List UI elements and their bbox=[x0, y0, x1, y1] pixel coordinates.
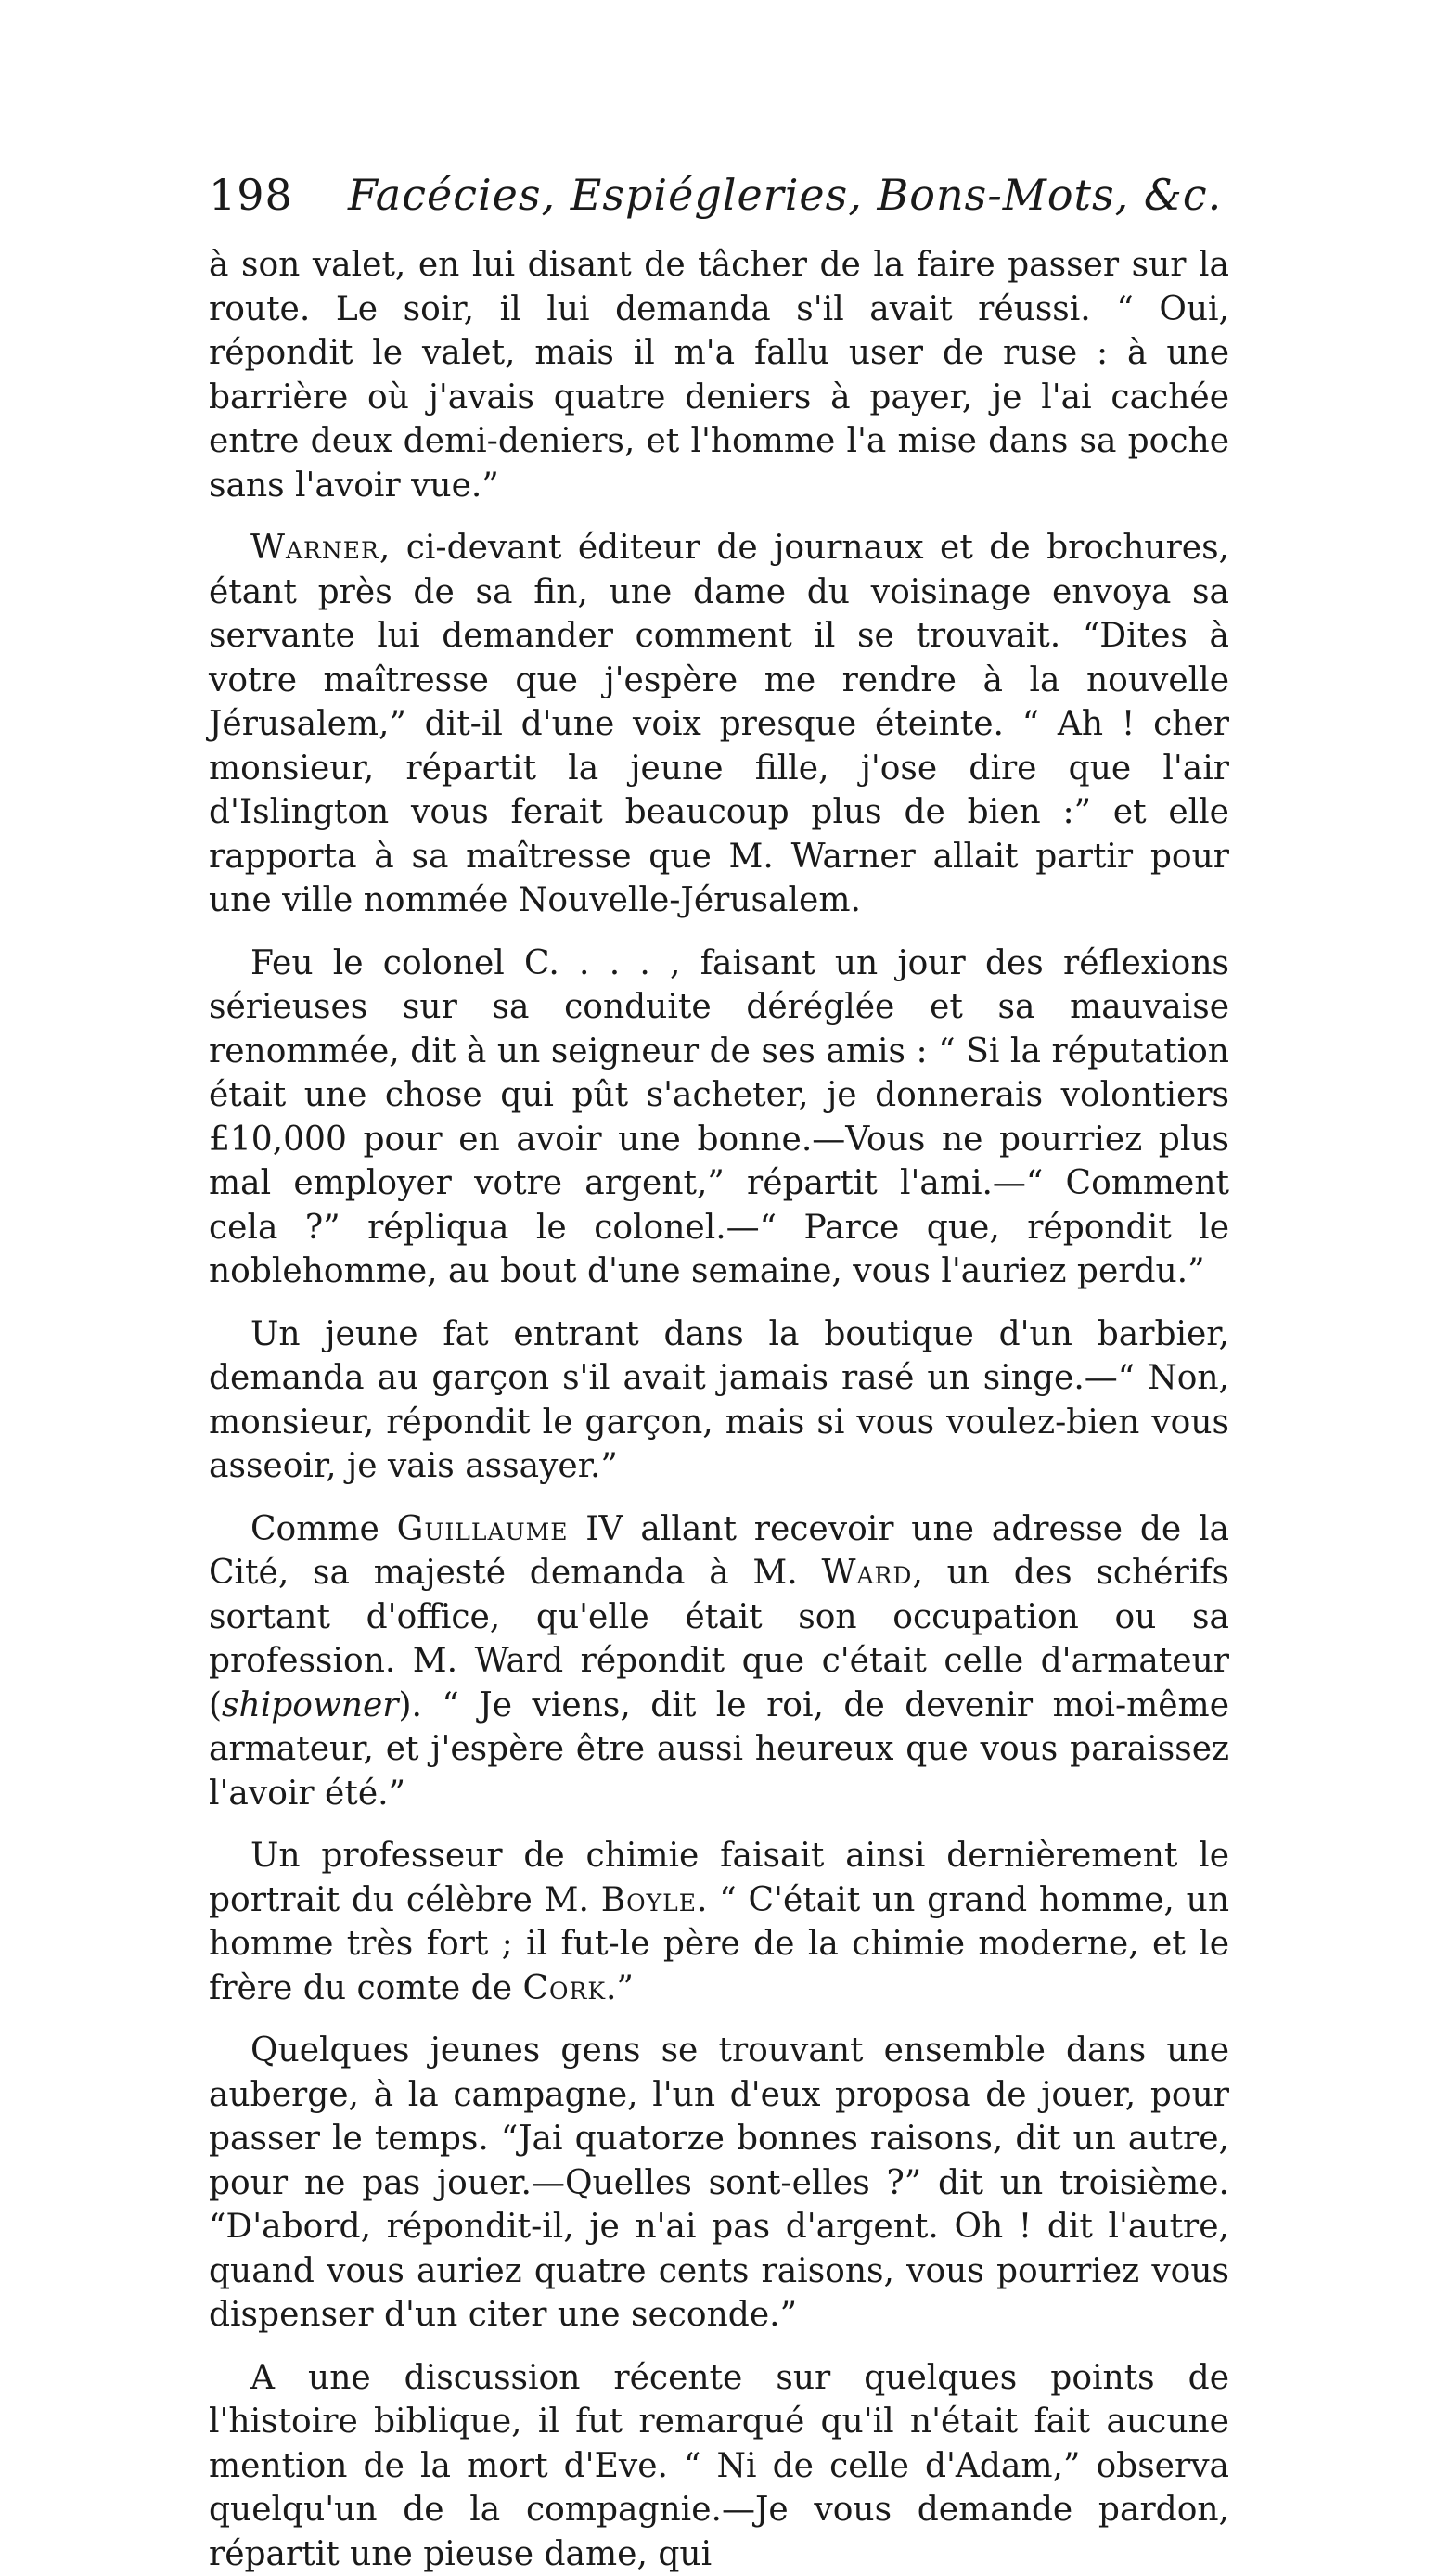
paragraph-boyle bbox=[209, 1834, 1229, 2010]
person-name: Cork bbox=[522, 1969, 606, 2007]
paragraph-text: Un professeur de chimie faisait ainsi dernièrement le portrait du célèbre M. bbox=[209, 1837, 1229, 1919]
running-head bbox=[209, 167, 1229, 223]
paragraph-guillaume bbox=[209, 1507, 1229, 1816]
paragraph-text: à son valet, en lui disant de tâcher de la faire passer sur la route. Le soir, il lui demanda s'il avait réussi. “ Oui, répondit le valet, mais il m'a fallu user de ruse : à une barrière où j'avais quatre deniers à payer, je l'ai cachée entre deux demi-deniers, et l'homme l'a mise dans sa poche sans l'avoir vue.” bbox=[209, 246, 1229, 505]
paragraph-valet bbox=[209, 243, 1229, 507]
paragraph-text: A une discussion récente sur quelques points de l'histoire biblique, il fut remarqué qu'il n'était fait aucune mention de la mort d'Eve. “ Ni de celle d'Adam,” observa quelqu'un de la compagnie.—Je vous demande pardon, répartit une pieuse dame, qui bbox=[209, 2359, 1229, 2573]
person-name: Boyle bbox=[601, 1881, 697, 1919]
paragraph-text: , un des schérifs sortant d'office, qu'elle était son occupation ou sa profession. M. Ward répondit que c'était celle d'armateur ( bbox=[209, 1554, 1229, 1724]
paragraph-eve bbox=[209, 2356, 1229, 2576]
book-page bbox=[209, 167, 1229, 2576]
body-text bbox=[209, 243, 1229, 2576]
paragraph-text: .” bbox=[606, 1969, 634, 2007]
paragraph-warner bbox=[209, 526, 1229, 923]
paragraph-text: Quelques jeunes gens se trouvant ensemble dans une auberge, à la campagne, l'un d'eux proposa de jouer, pour passer le temps. “Jai quatorze bonnes raisons, dit un autre, pour ne pas jouer.—Quelles sont-elles ?” dit un troisième. “D'abord, répondit-il, je n'ai pas d'argent. Oh ! dit l'autre, quand vous auriez quatre cents raisons, vous pourriez vous dispenser d'un citer une seconde.” bbox=[209, 2031, 1229, 2334]
italic-term: shipowner bbox=[222, 1686, 398, 1724]
person-name: Guillaume bbox=[397, 1510, 569, 1548]
person-name: Ward bbox=[822, 1554, 913, 1592]
paragraph-text: IV allant recevoir une adresse de la Cité, sa majesté demanda à M. bbox=[209, 1510, 1229, 1593]
paragraph-colonel bbox=[209, 942, 1229, 1294]
paragraph-text: . “ C'était un grand homme, un homme très fort ; il fut-le père de la chimie moderne, et le frère du comte de bbox=[209, 1881, 1229, 2007]
paragraph-text: Un jeune fat entrant dans la boutique d'un barbier, demanda au garçon s'il avait jamais rasé un singe.—“ Non, monsieur, répondit le garçon, mais si vous voulez-bien vous asseoir, je vais assayer.” bbox=[209, 1315, 1229, 1486]
paragraph-text: Comme bbox=[250, 1510, 397, 1548]
paragraph-text: , ci-devant éditeur de journaux et de brochures, étant près de sa fin, une dame du voisinage envoya sa servante lui demander comment il se trouvait. “Dites à votre maîtresse que j'espère me rendre à la nouvelle Jérusalem,” dit-il d'une voix presque éteinte. “ Ah ! cher monsieur, répartit la jeune fille, j'ose dire que l'air d'Islington vous ferait beaucoup plus de bien :” et elle rapporta à sa maîtresse que M. Warner allait partir pour une ville nommée Nouvelle-Jérusalem. bbox=[209, 529, 1229, 919]
paragraph-text: Feu le colonel C. . . . , faisant un jour des réflexions sérieuses sur sa conduite déréglée et sa mauvaise renommée, dit à un seigneur de ses amis : “ Si la réputation était une chose qui pût s'acheter, je donnerais volontiers £10,000 pour en avoir une bonne.—Vous ne pourriez plus mal employer votre argent,” répartit l'ami.—“ Comment cela ?” répliqua le colonel.—“ Parce que, répondit le noblehomme, au bout d'une semaine, vous l'auriez perdu.” bbox=[209, 944, 1229, 1291]
page-number: 198 bbox=[209, 167, 348, 223]
paragraph-text: ). “ Je viens, dit le roi, de devenir moi-même armateur, et j'espère être aussi heureux que vous paraissez l'avoir été.” bbox=[209, 1686, 1229, 1813]
running-title: Facécies, Espiégleries, Bons-Mots, &c. bbox=[348, 167, 1222, 223]
person-name: Warner bbox=[250, 529, 379, 567]
paragraph-auberge bbox=[209, 2029, 1229, 2338]
paragraph-barbier bbox=[209, 1313, 1229, 1489]
